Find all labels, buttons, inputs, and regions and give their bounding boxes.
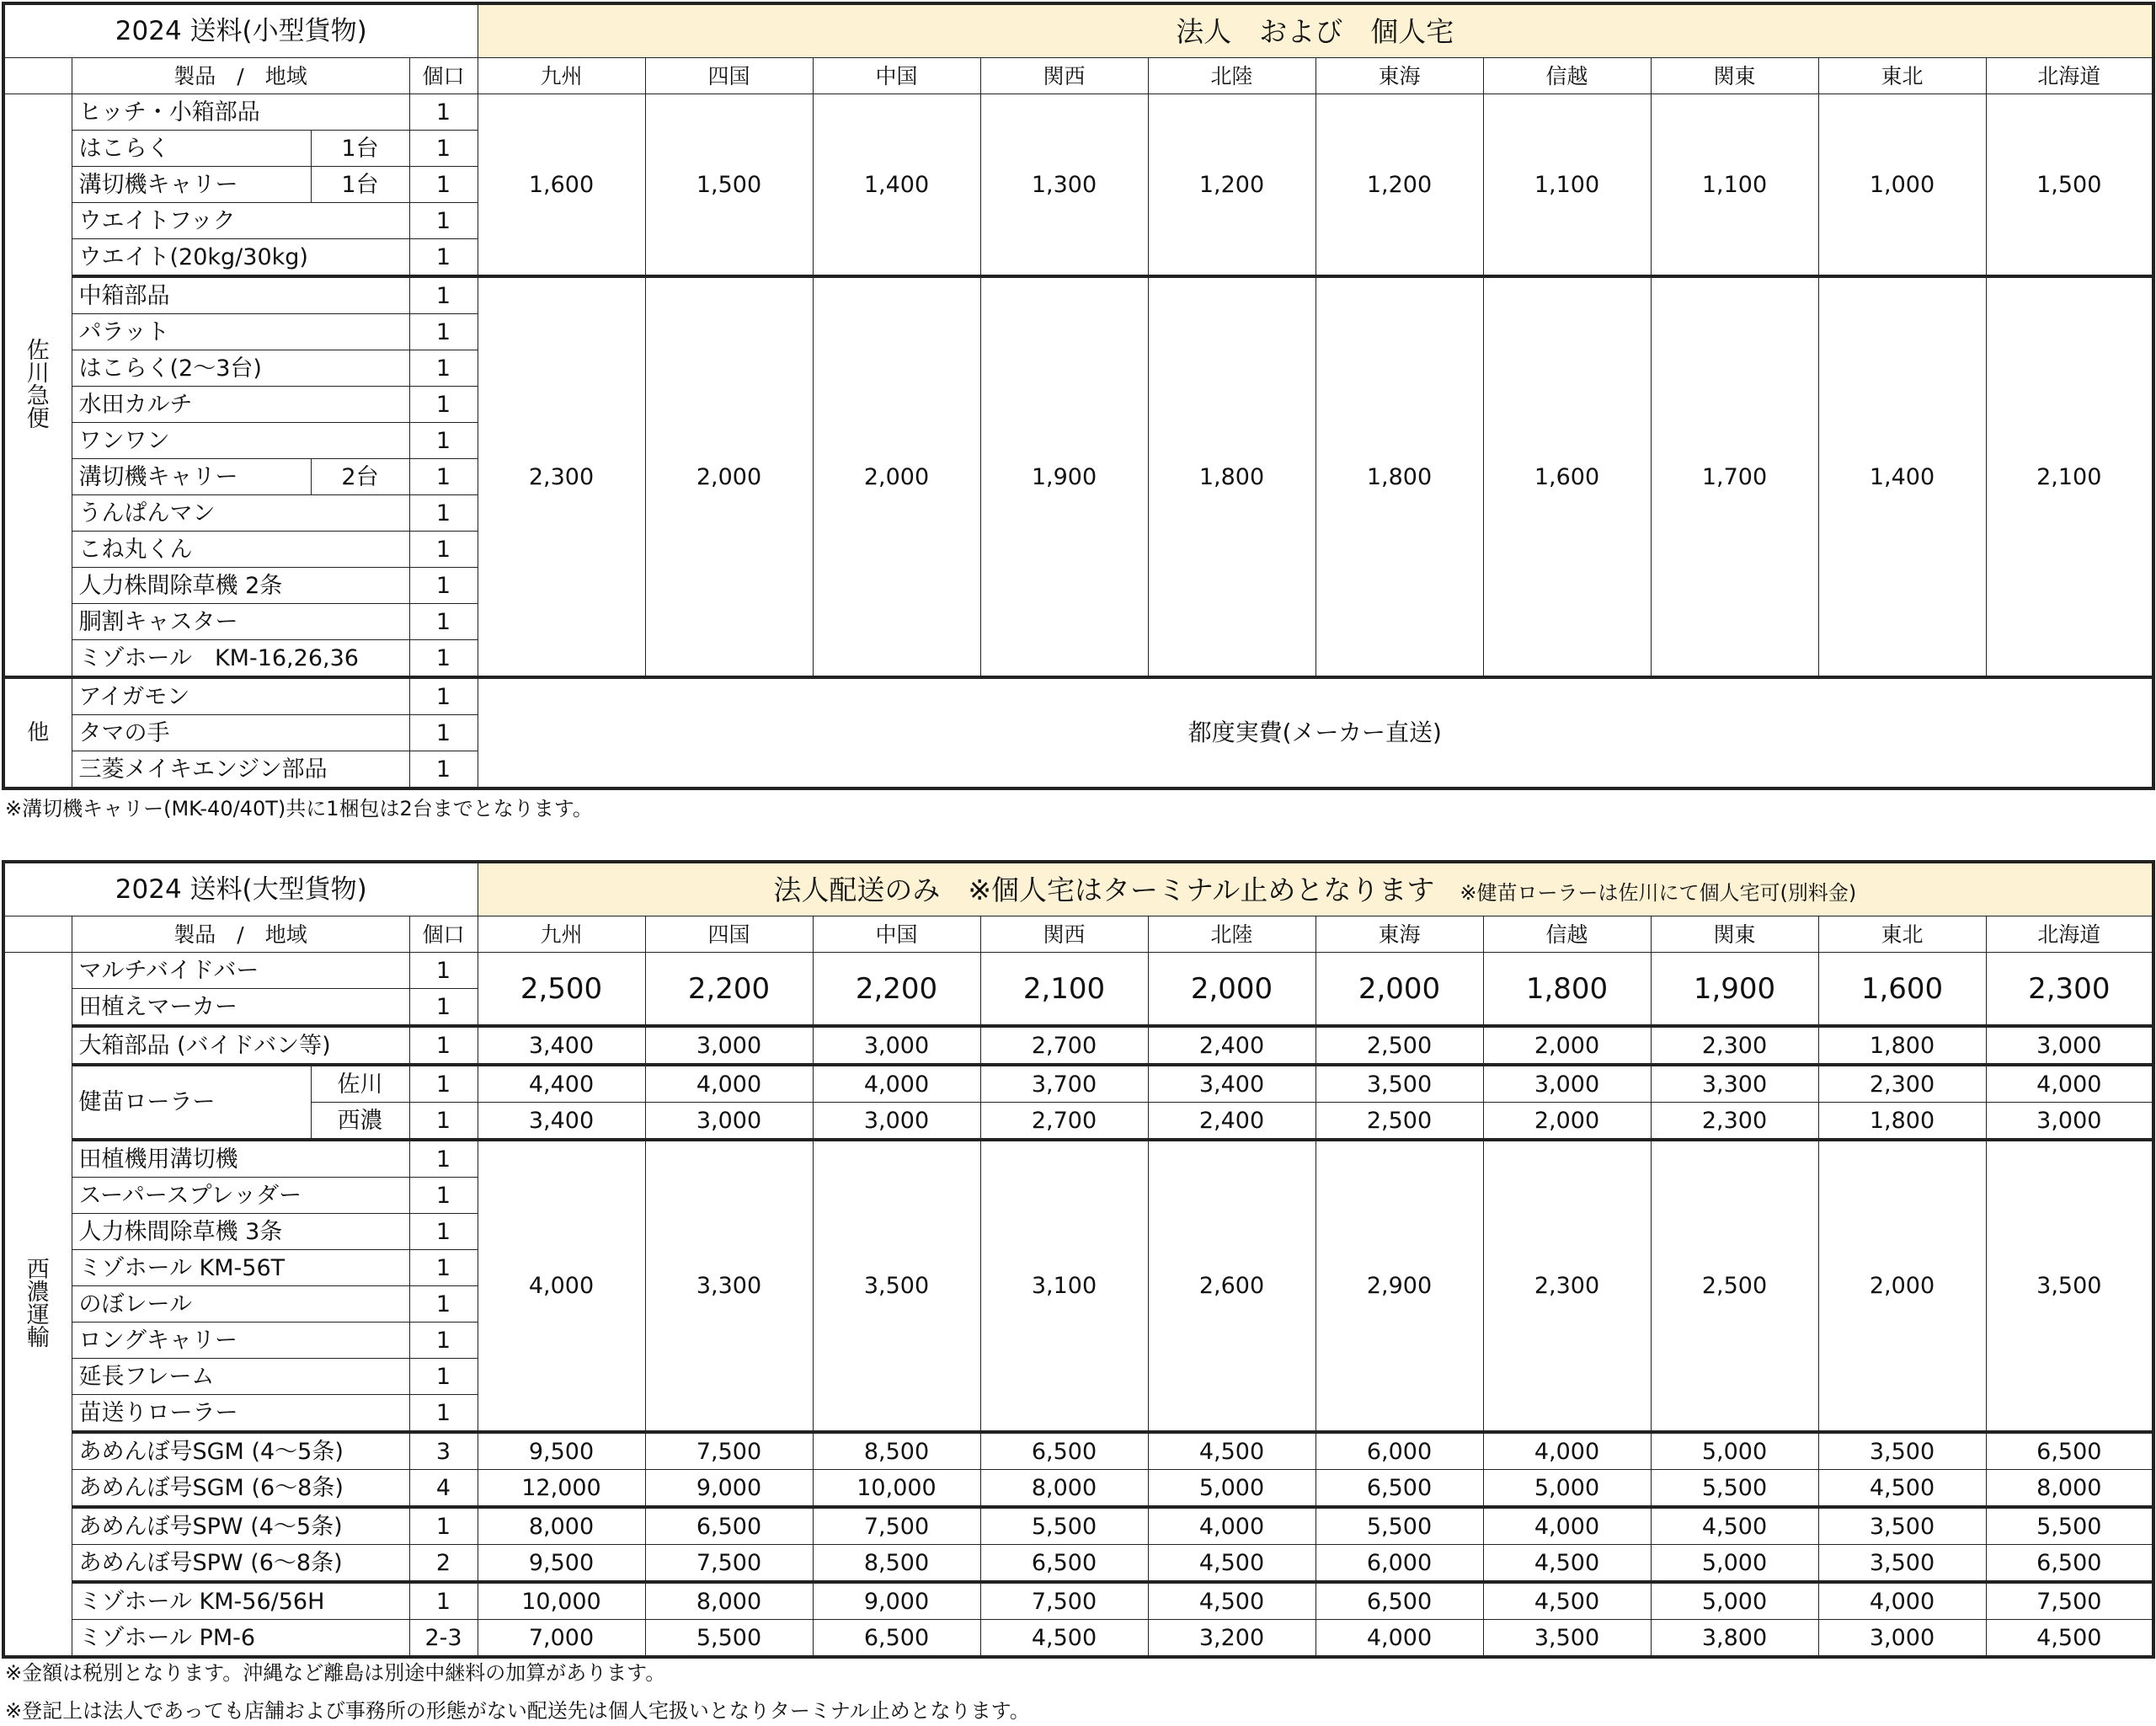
price-cell: 3,000 [645, 1103, 813, 1141]
region-header: 四国 [645, 916, 813, 953]
count-cell: 1 [409, 677, 478, 715]
table-row [3, 953, 2153, 989]
price-cell: 4,000 [645, 1065, 813, 1103]
count-cell: 1 [409, 568, 478, 604]
price-cell: 2,000 [813, 276, 980, 677]
price-cell: 4,400 [478, 1065, 645, 1103]
count-cell: 4 [409, 1470, 478, 1508]
product-region-header: 製品 / 地域 [72, 58, 409, 94]
price-cell: 7,500 [980, 1582, 1148, 1620]
price-cell: 10,000 [478, 1582, 645, 1620]
region-header: 中国 [813, 916, 980, 953]
price-cell: 4,500 [1148, 1545, 1315, 1583]
price-cell: 6,000 [1315, 1432, 1483, 1470]
price-cell: 3,400 [478, 1026, 645, 1065]
product-name: パラット [72, 314, 409, 350]
region-header: 東北 [1818, 58, 1986, 94]
region-header: 関西 [980, 916, 1148, 953]
product-name: ウエイトフック [72, 203, 409, 239]
product-name: 水田カルチ [72, 387, 409, 423]
price-cell: 3,000 [1986, 1026, 2153, 1065]
price-cell: 2,500 [1315, 1026, 1483, 1065]
price-cell: 1,600 [1483, 276, 1651, 677]
price-cell: 3,300 [645, 1140, 813, 1432]
region-header: 九州 [478, 58, 645, 94]
region-header: 北陸 [1148, 58, 1315, 94]
table-row [3, 3, 2153, 58]
price-cell: 8,500 [813, 1432, 980, 1470]
price-cell: 2,500 [478, 953, 645, 1027]
price-cell: 2,000 [1483, 1103, 1651, 1141]
product-name: 田植機用溝切機 [72, 1140, 409, 1178]
price-cell: 3,000 [813, 1026, 980, 1065]
product-name: マルチバイドバー [72, 953, 409, 989]
product-name: ミゾホール KM-16,26,36 [72, 640, 409, 678]
table-row [3, 94, 2153, 131]
small-cargo-note: ※溝切機キャリー(MK-40/40T)共に1梱包は2台までとなります。 [5, 797, 593, 820]
product-region-header: 製品 / 地域 [72, 916, 409, 953]
price-cell: 3,400 [478, 1103, 645, 1141]
product-sub: 1台 [311, 131, 409, 167]
count-cell: 1 [409, 276, 478, 314]
price-cell: 7,000 [478, 1620, 645, 1658]
product-name: 苗送りローラー [72, 1395, 409, 1433]
price-cell: 4,000 [1148, 1507, 1315, 1545]
product-name: ミゾホール KM-56T [72, 1250, 409, 1286]
region-header: 信越 [1483, 916, 1651, 953]
price-cell: 1,100 [1483, 94, 1651, 277]
price-cell: 3,500 [1818, 1432, 1986, 1470]
price-cell: 1,800 [1315, 276, 1483, 677]
price-cell: 2,000 [1483, 1026, 1651, 1065]
price-cell: 2,000 [1818, 1140, 1986, 1432]
count-cell: 3 [409, 1432, 478, 1470]
count-cell: 1 [409, 1359, 478, 1395]
table-row [3, 1140, 2153, 1178]
price-cell: 1,300 [980, 94, 1148, 277]
price-cell: 3,300 [1651, 1065, 1818, 1103]
large-header-subtext: ※健苗ローラーは佐川にて個人宅可(別料金) [1460, 880, 1857, 905]
count-cell: 1 [409, 1582, 478, 1620]
count-cell: 1 [409, 989, 478, 1027]
count-cell: 1 [409, 1250, 478, 1286]
price-cell: 4,000 [1986, 1065, 2153, 1103]
price-cell: 4,500 [1651, 1507, 1818, 1545]
count-header: 個口 [409, 916, 478, 953]
count-cell: 1 [409, 423, 478, 459]
product-name: うんぱんマン [72, 495, 409, 532]
product-name: 溝切機キャリー [72, 167, 311, 203]
price-cell: 3,500 [1818, 1545, 1986, 1583]
price-cell: 7,500 [645, 1432, 813, 1470]
count-cell: 1 [409, 203, 478, 239]
terminal-note: ※登記上は法人であっても店舗および事務所の形態がない配送先は個人宅扱いとなりターミナル止めとなります。 [5, 1699, 1030, 1723]
count-cell: 1 [409, 1395, 478, 1433]
product-name: ヒッチ・小箱部品 [72, 94, 409, 131]
price-cell: 3,000 [645, 1026, 813, 1065]
price-cell: 3,000 [1818, 1620, 1986, 1658]
price-cell: 8,000 [1986, 1470, 2153, 1508]
price-cell: 2,400 [1148, 1026, 1315, 1065]
price-cell: 4,000 [478, 1140, 645, 1432]
table-row [3, 58, 2153, 94]
count-header: 個口 [409, 58, 478, 94]
price-cell: 4,000 [1818, 1582, 1986, 1620]
price-cell: 2,700 [980, 1103, 1148, 1141]
table-row [3, 916, 2153, 953]
price-cell: 5,000 [1651, 1545, 1818, 1583]
price-cell: 5,500 [645, 1620, 813, 1658]
product-name: のぼレール [72, 1286, 409, 1323]
price-cell: 4,000 [813, 1065, 980, 1103]
price-cell: 2,900 [1315, 1140, 1483, 1432]
region-header: 信越 [1483, 58, 1651, 94]
price-cell: 3,200 [1148, 1620, 1315, 1658]
count-cell: 1 [409, 640, 478, 678]
count-cell: 1 [409, 1026, 478, 1065]
price-cell: 2,000 [1148, 953, 1315, 1027]
table-row [3, 1507, 2153, 1545]
product-name: スーパースプレッダー [72, 1178, 409, 1214]
price-cell: 10,000 [813, 1470, 980, 1508]
price-cell: 4,500 [1483, 1545, 1651, 1583]
count-cell: 1 [409, 495, 478, 532]
region-header: 中国 [813, 58, 980, 94]
price-cell: 3,800 [1651, 1620, 1818, 1658]
product-name: 三菱メイキエンジン部品 [72, 751, 409, 789]
product-sub: 1台 [311, 167, 409, 203]
price-cell: 3,400 [1148, 1065, 1315, 1103]
count-cell: 1 [409, 94, 478, 131]
count-cell: 1 [409, 387, 478, 423]
price-cell: 3,500 [813, 1140, 980, 1432]
product-name: 田植えマーカー [72, 989, 409, 1027]
price-cell: 8,000 [980, 1470, 1148, 1508]
price-cell: 7,500 [645, 1545, 813, 1583]
product-name: ミゾホール PM-6 [72, 1620, 409, 1658]
count-cell: 1 [409, 1103, 478, 1141]
price-cell: 6,000 [1315, 1545, 1483, 1583]
product-name: タマの手 [72, 715, 409, 751]
price-cell: 5,000 [1483, 1470, 1651, 1508]
region-header: 東海 [1315, 58, 1483, 94]
price-cell: 6,500 [1315, 1582, 1483, 1620]
product-name: はこらく(2～3台) [72, 350, 409, 387]
count-cell: 1 [409, 1507, 478, 1545]
table-row [3, 1103, 2153, 1141]
product-name: はこらく [72, 131, 311, 167]
price-cell: 3,500 [1315, 1065, 1483, 1103]
table-row [3, 1470, 2153, 1508]
price-cell: 9,500 [478, 1432, 645, 1470]
carrier-other: 他 [3, 677, 72, 788]
price-cell: 5,500 [1315, 1507, 1483, 1545]
region-header: 四国 [645, 58, 813, 94]
tax-note: ※金額は税別となります。沖縄など離島は別途中継料の加算があります。 [5, 1661, 666, 1685]
price-cell: 4,500 [1986, 1620, 2153, 1658]
table-row [3, 276, 2153, 314]
price-cell: 2,300 [478, 276, 645, 677]
count-cell: 1 [409, 1065, 478, 1103]
product-name: 延長フレーム [72, 1359, 409, 1395]
count-cell: 2-3 [409, 1620, 478, 1658]
product-name: 胴割キャスター [72, 604, 409, 640]
price-cell: 1,800 [1483, 953, 1651, 1027]
price-cell: 5,500 [1986, 1507, 2153, 1545]
price-cell: 2,200 [645, 953, 813, 1027]
region-header: 北海道 [1986, 916, 2153, 953]
product-name: 大箱部品 (バイドバン等) [72, 1026, 409, 1065]
region-header: 関東 [1651, 916, 1818, 953]
price-cell: 6,500 [980, 1545, 1148, 1583]
blank-cell [3, 58, 72, 94]
price-cell: 3,100 [980, 1140, 1148, 1432]
actual-cost-cell: 都度実費(メーカー直送) [478, 677, 2153, 788]
carrier-sagawa: 佐 川 急 便 [3, 94, 72, 678]
price-cell: 2,100 [980, 953, 1148, 1027]
price-cell: 1,900 [1651, 953, 1818, 1027]
price-cell: 2,100 [1986, 276, 2153, 677]
price-cell: 5,000 [1651, 1432, 1818, 1470]
product-name: 中箱部品 [72, 276, 409, 314]
price-cell: 1,400 [1818, 276, 1986, 677]
product-name: 人力株間除草機 3条 [72, 1214, 409, 1250]
table-row [3, 1065, 2153, 1103]
product-name: あめんぼ号SGM (6～8条) [72, 1470, 409, 1508]
price-cell: 2,300 [1651, 1026, 1818, 1065]
region-header: 関西 [980, 58, 1148, 94]
table-header-banner [478, 3, 2153, 58]
price-cell: 1,800 [1818, 1026, 1986, 1065]
small-header-text: 法人 および 個人宅 [1176, 14, 1454, 48]
product-name: ミゾホール KM-56/56H [72, 1582, 409, 1620]
price-cell: 1,400 [813, 94, 980, 277]
price-cell: 7,500 [1986, 1582, 2153, 1620]
table-row [3, 1620, 2153, 1658]
price-cell: 3,700 [980, 1065, 1148, 1103]
table-row [3, 862, 2153, 916]
count-cell: 1 [409, 314, 478, 350]
count-cell: 1 [409, 131, 478, 167]
product-name: 溝切機キャリー [72, 459, 311, 495]
price-cell: 4,000 [1315, 1620, 1483, 1658]
price-cell: 1,800 [1818, 1103, 1986, 1141]
price-cell: 1,200 [1315, 94, 1483, 277]
count-cell: 1 [409, 604, 478, 640]
price-cell: 8,000 [478, 1507, 645, 1545]
price-cell: 2,300 [1483, 1140, 1651, 1432]
count-cell: 1 [409, 953, 478, 989]
price-cell: 6,500 [1986, 1545, 2153, 1583]
price-cell: 4,500 [1818, 1470, 1986, 1508]
price-cell: 1,800 [1148, 276, 1315, 677]
product-name: あめんぼ号SGM (4～5条) [72, 1432, 409, 1470]
price-cell: 5,500 [980, 1507, 1148, 1545]
blank-cell [3, 916, 72, 953]
count-cell: 1 [409, 459, 478, 495]
count-cell: 1 [409, 1323, 478, 1359]
product-name: ワンワン [72, 423, 409, 459]
price-cell: 2,000 [1315, 953, 1483, 1027]
product-name: あめんぼ号SPW (4～5条) [72, 1507, 409, 1545]
price-cell: 1,900 [980, 276, 1148, 677]
price-cell: 2,500 [1651, 1140, 1818, 1432]
region-header: 北陸 [1148, 916, 1315, 953]
region-header: 関東 [1651, 58, 1818, 94]
price-cell: 1,500 [645, 94, 813, 277]
count-cell: 1 [409, 1178, 478, 1214]
price-cell: 6,500 [813, 1620, 980, 1658]
price-cell: 1,500 [1986, 94, 2153, 277]
carrier-seino: 西 濃 運 輸 [3, 953, 72, 1658]
price-cell: 2,000 [645, 276, 813, 677]
count-cell: 1 [409, 350, 478, 387]
product-name: ウエイト(20kg/30kg) [72, 239, 409, 277]
region-header: 東海 [1315, 916, 1483, 953]
price-cell: 2,300 [1651, 1103, 1818, 1141]
price-cell: 9,000 [645, 1470, 813, 1508]
region-header: 北海道 [1986, 58, 2153, 94]
count-cell: 1 [409, 715, 478, 751]
price-cell: 5,000 [1148, 1470, 1315, 1508]
product-sub: 西濃 [311, 1103, 409, 1141]
price-cell: 3,500 [1986, 1140, 2153, 1432]
count-cell: 1 [409, 167, 478, 203]
price-cell: 8,500 [813, 1545, 980, 1583]
price-cell: 2,600 [1148, 1140, 1315, 1432]
table-row [3, 1026, 2153, 1065]
price-cell: 4,000 [1483, 1432, 1651, 1470]
product-name: あめんぼ号SPW (6～8条) [72, 1545, 409, 1583]
table-title: 2024 送料(大型貨物) [3, 862, 478, 916]
count-cell: 1 [409, 1214, 478, 1250]
product-name: 健苗ローラー [72, 1065, 311, 1140]
table-header-banner [478, 862, 2153, 916]
price-cell: 1,700 [1651, 276, 1818, 677]
price-cell: 2,500 [1315, 1103, 1483, 1141]
price-cell: 5,500 [1651, 1470, 1818, 1508]
product-name: 人力株間除草機 2条 [72, 568, 409, 604]
price-cell: 9,500 [478, 1545, 645, 1583]
price-cell: 1,000 [1818, 94, 1986, 277]
price-cell: 3,500 [1818, 1507, 1986, 1545]
region-header: 九州 [478, 916, 645, 953]
table-row [3, 1545, 2153, 1583]
table-row [3, 677, 2153, 715]
price-cell: 1,100 [1651, 94, 1818, 277]
count-cell: 1 [409, 239, 478, 277]
count-cell: 1 [409, 1286, 478, 1323]
price-cell: 12,000 [478, 1470, 645, 1508]
table-row [3, 1582, 2153, 1620]
table-title: 2024 送料(小型貨物) [3, 3, 478, 58]
price-cell: 4,500 [1483, 1582, 1651, 1620]
price-cell: 5,000 [1651, 1582, 1818, 1620]
price-cell: 7,500 [813, 1507, 980, 1545]
price-cell: 1,200 [1148, 94, 1315, 277]
price-cell: 4,500 [980, 1620, 1148, 1658]
price-cell: 9,000 [813, 1582, 980, 1620]
price-cell: 3,500 [1483, 1620, 1651, 1658]
product-name: こね丸くん [72, 532, 409, 568]
product-sub: 2台 [311, 459, 409, 495]
price-cell: 3,000 [1483, 1065, 1651, 1103]
region-header: 東北 [1818, 916, 1986, 953]
small-cargo-table [2, 2, 2155, 790]
price-cell: 4,000 [1483, 1507, 1651, 1545]
price-cell: 2,700 [980, 1026, 1148, 1065]
price-cell: 3,000 [1986, 1103, 2153, 1141]
price-cell: 6,500 [980, 1432, 1148, 1470]
price-cell: 1,600 [478, 94, 645, 277]
large-cargo-table [2, 860, 2155, 1659]
price-cell: 8,000 [645, 1582, 813, 1620]
price-cell: 2,300 [1818, 1065, 1986, 1103]
table-row [3, 1432, 2153, 1470]
count-cell: 1 [409, 751, 478, 789]
product-name: アイガモン [72, 677, 409, 715]
price-cell: 4,500 [1148, 1582, 1315, 1620]
price-cell: 1,600 [1818, 953, 1986, 1027]
large-header-text: 法人配送のみ ※個人宅はターミナル止めとなります [773, 873, 1435, 906]
count-cell: 2 [409, 1545, 478, 1583]
price-cell: 6,500 [645, 1507, 813, 1545]
price-cell: 4,500 [1148, 1432, 1315, 1470]
product-name: ロングキャリー [72, 1323, 409, 1359]
price-cell: 2,400 [1148, 1103, 1315, 1141]
product-sub: 佐川 [311, 1065, 409, 1103]
price-cell: 6,500 [1986, 1432, 2153, 1470]
price-cell: 6,500 [1315, 1470, 1483, 1508]
price-cell: 2,300 [1986, 953, 2153, 1027]
price-cell: 2,200 [813, 953, 980, 1027]
count-cell: 1 [409, 532, 478, 568]
count-cell: 1 [409, 1140, 478, 1178]
price-cell: 3,000 [813, 1103, 980, 1141]
